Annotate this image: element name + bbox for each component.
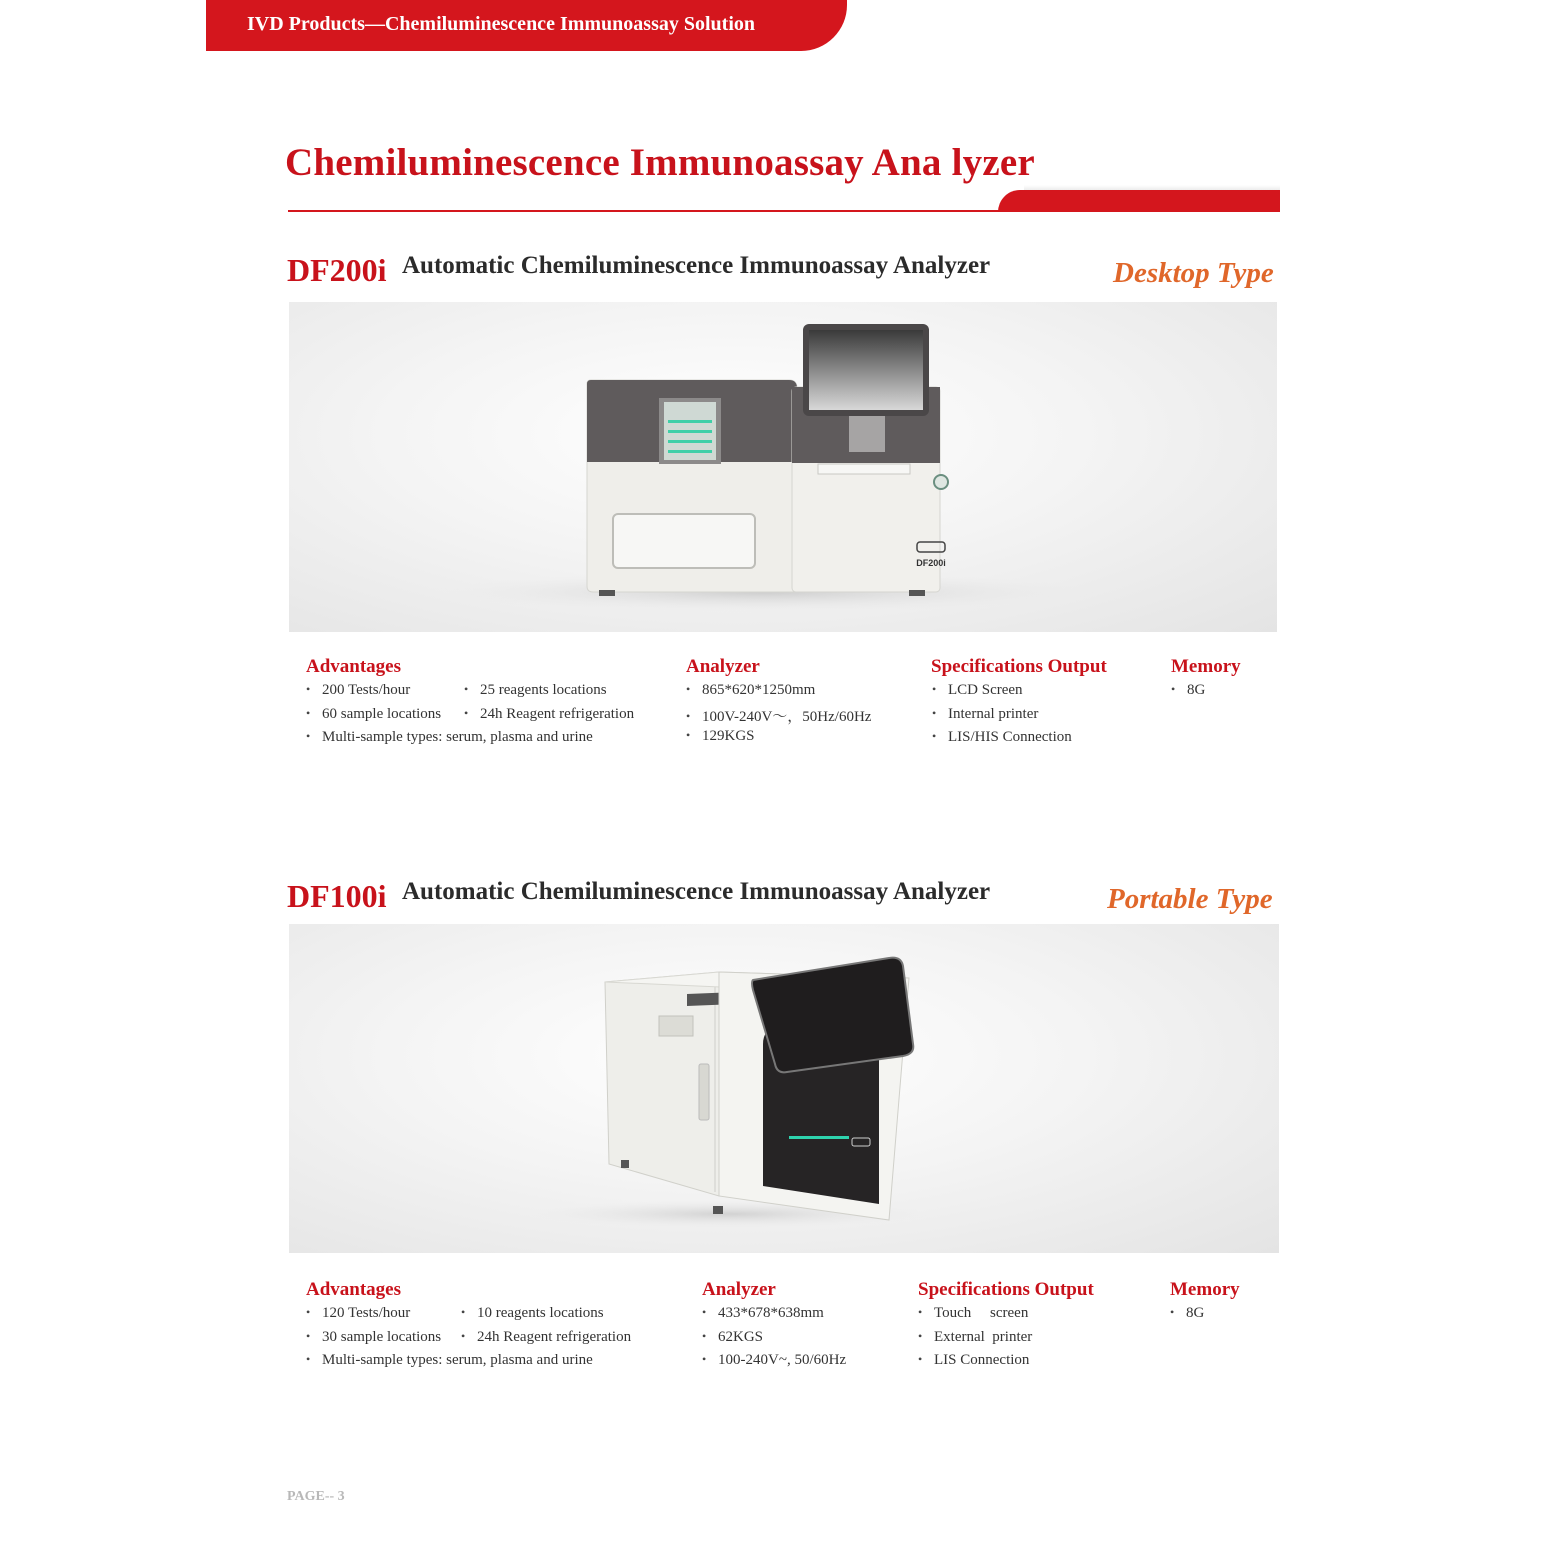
analyzer-heading: Analyzer bbox=[702, 1279, 776, 1300]
memory-heading: Memory bbox=[1170, 1279, 1240, 1300]
specifications-item: • Internal printer bbox=[932, 706, 1038, 723]
specifications-item: • LCD Screen bbox=[932, 682, 1023, 699]
specifications-item: • External printer bbox=[918, 1329, 1032, 1346]
product-subtitle-df100i: Automatic Chemiluminescence Immunoassay Analyzer bbox=[402, 878, 991, 905]
header-tab-text: IVD Products—Chemiluminescence Immunoassay Solution bbox=[247, 13, 755, 35]
analyzer-heading: Analyzer bbox=[686, 656, 760, 677]
device-model-label: DF200i bbox=[916, 558, 946, 568]
analyzer-item: • 433*678*638mm bbox=[702, 1305, 824, 1322]
advantage-item: • 24h Reagent refrigeration bbox=[464, 706, 634, 723]
advantages-heading: Advantages bbox=[306, 656, 402, 677]
memory-heading: Memory bbox=[1171, 656, 1241, 677]
analyzer-item: • 100-240V~, 50/60Hz bbox=[702, 1352, 846, 1369]
page-number: PAGE-- 3 bbox=[287, 1489, 345, 1504]
analyzer-item: • 62KGS bbox=[702, 1329, 763, 1346]
advantage-item: • 24h Reagent refrigeration bbox=[461, 1329, 631, 1346]
analyzer-df100i-illustration bbox=[289, 924, 1279, 1253]
product-type-label-df200i: Desktop Type bbox=[1113, 257, 1274, 289]
advantage-item: • 200 Tests/hour bbox=[306, 682, 410, 699]
advantage-item: • Multi-sample types: serum, plasma and urine bbox=[306, 729, 593, 746]
advantages-heading: Advantages bbox=[306, 1279, 402, 1300]
product-model-df100i: DF100i bbox=[287, 878, 387, 914]
product-model-df200i: DF200i bbox=[287, 252, 387, 288]
memory-item: • 8G bbox=[1170, 1305, 1204, 1322]
advantage-item: • 60 sample locations bbox=[306, 706, 441, 723]
product-subtitle-df200i: Automatic Chemiluminescence Immunoassay Analyzer bbox=[402, 252, 991, 279]
product-photo-df200i bbox=[289, 302, 1277, 632]
specifications-item: • Touch screen bbox=[918, 1305, 1028, 1322]
analyzer-item: • 865*620*1250mm bbox=[686, 682, 815, 699]
advantage-item: • 120 Tests/hour bbox=[306, 1305, 410, 1322]
title-rule-bar bbox=[998, 190, 1280, 212]
specifications-item: • LIS Connection bbox=[918, 1352, 1029, 1369]
analyzer-df200i-illustration bbox=[289, 302, 1277, 632]
advantage-item: • 30 sample locations bbox=[306, 1329, 441, 1346]
specifications-heading: Specifications Output bbox=[931, 656, 1107, 677]
product-photo-df100i bbox=[289, 924, 1279, 1253]
specifications-item: • LIS/HIS Connection bbox=[932, 729, 1072, 746]
specifications-heading: Specifications Output bbox=[918, 1279, 1094, 1300]
advantage-item: • Multi-sample types: serum, plasma and urine bbox=[306, 1352, 593, 1369]
memory-item: • 8G bbox=[1171, 682, 1205, 699]
analyzer-item: • 129KGS bbox=[686, 728, 755, 745]
analyzer-item: • 100V-240V～，50Hz/60Hz bbox=[686, 705, 871, 726]
advantage-item: • 25 reagents locations bbox=[464, 682, 607, 699]
advantage-item: • 10 reagents locations bbox=[461, 1305, 604, 1322]
product-type-label-df100i: Portable Type bbox=[1107, 883, 1273, 915]
page-title: Chemiluminescence Immunoassay Ana lyzer bbox=[285, 141, 1035, 184]
